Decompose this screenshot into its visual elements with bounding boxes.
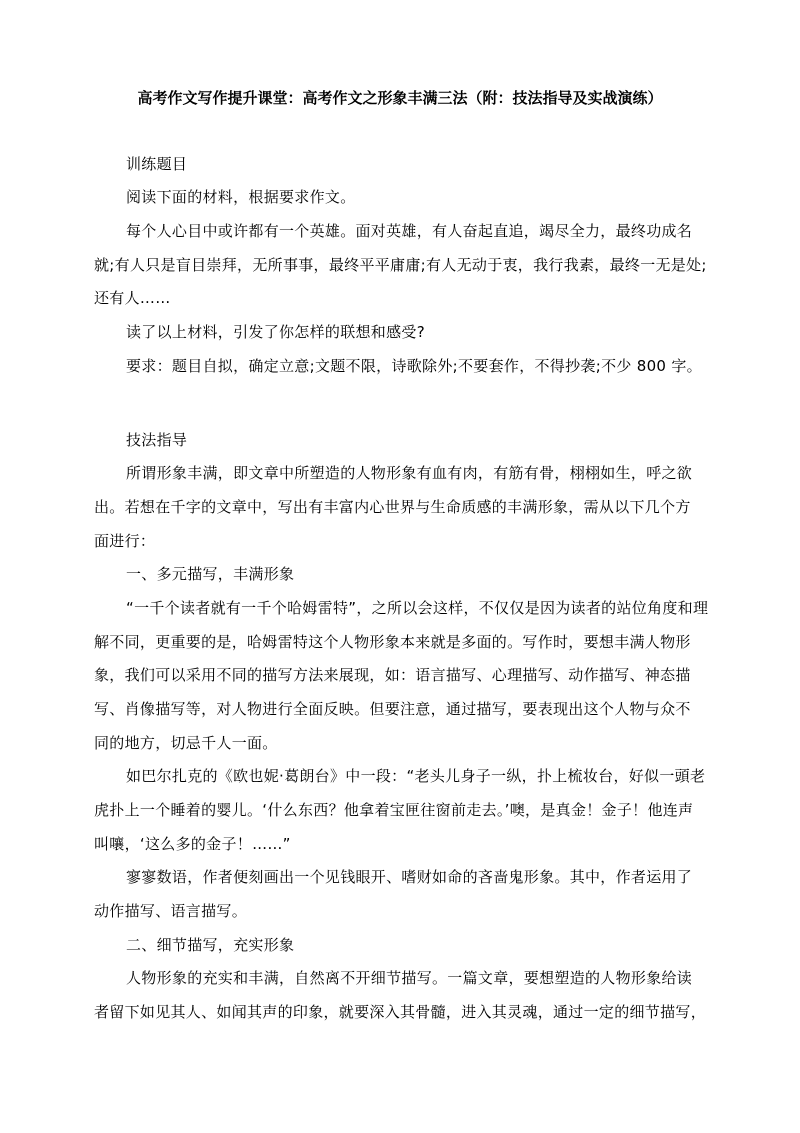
- paragraph-line: 所谓形象丰满，即文章中所塑造的人物形象有血有肉，有筋有骨，栩栩如生，呼之欲: [126, 464, 693, 482]
- paragraph-line: 面进行：: [94, 532, 156, 550]
- paragraph-line: 象，我们可以采用不同的描写方法来展现，如：语言描写、心理描写、动作描写、神态描: [94, 666, 691, 684]
- paragraph-line: 虎扑上一个睡着的婴儿。‘什么东西？他拿着宝匣往窗前走去。’噢，是真金！金子！他连声: [94, 801, 694, 819]
- paragraph-line: 写、肖像描写等，对人物进行全面反映。但要注意，通过描写，要表现出这个人物与众不: [94, 700, 691, 718]
- subheading-line: 一、多元描写，丰满形象: [126, 565, 295, 583]
- paragraph-line: 解不同，更重要的是，哈姆雷特这个人物形象本来就是多面的。写作时，要想丰满人物形: [94, 633, 691, 651]
- section-heading-technique: 技法指导: [126, 431, 188, 449]
- paragraph-line: 每个人心目中或许都有一个英雄。面对英雄，有人奋起直追，竭尽全力，最终功成名: [126, 222, 693, 240]
- paragraph-line: 阅读下面的材料，根据要求作文。: [126, 188, 356, 206]
- paragraph-line: 人物形象的充实和丰满，自然离不开细节描写。一篇文章，要想塑造的人物形象给读: [126, 969, 693, 987]
- paragraph-line: 动作描写、语言描写。: [94, 902, 248, 920]
- subheading-line: 二、细节描写，充实形象: [126, 936, 295, 954]
- paragraph-line: 还有人……: [94, 289, 171, 307]
- document-title: 高考作文写作提升课堂：高考作文之形象丰满三法（附：技法指导及实战演练）: [137, 89, 663, 107]
- section-heading-training: 训练题目: [126, 155, 188, 173]
- paragraph-line: 寥寥数语，作者便刻画出一个见钱眼开、嗜财如命的吝啬鬼形象。其中，作者运用了: [126, 868, 693, 886]
- paragraph-line: 要求：题目自拟，确定立意;文题不限，诗歌除外;不要套作，不得抄袭;不少 800 字。: [126, 357, 702, 375]
- paragraph-line: 如巴尔扎克的《欧也妮·葛朗台》中一段：“老头儿身子一纵，扑上梳妆台，好似一頭老: [126, 767, 706, 785]
- paragraph-line: 同的地方，切忌千人一面。: [94, 734, 278, 752]
- paragraph-line: 出。若想在千字的文章中，写出有丰富内心世界与生命质感的丰满形象，需从以下几个方: [94, 498, 691, 516]
- paragraph-line: 者留下如见其人、如闻其声的印象，就要深入其骨髓，进入其灵魂，通过一定的细节描写，: [94, 1003, 707, 1021]
- paragraph-line: 叫嚷，‘这么多的金子！……”: [94, 835, 291, 853]
- paragraph-line: “一千个读者就有一千个哈姆雷特”，之所以会这样，不仅仅是因为读者的站位角度和理: [126, 599, 709, 617]
- paragraph-line: 读了以上材料，引发了你怎样的联想和感受?: [126, 323, 425, 341]
- paragraph-line: 就;有人只是盲目崇拜，无所事事，最终平平庸庸;有人无动于衷，我行我素，最终一无是处;: [94, 256, 707, 274]
